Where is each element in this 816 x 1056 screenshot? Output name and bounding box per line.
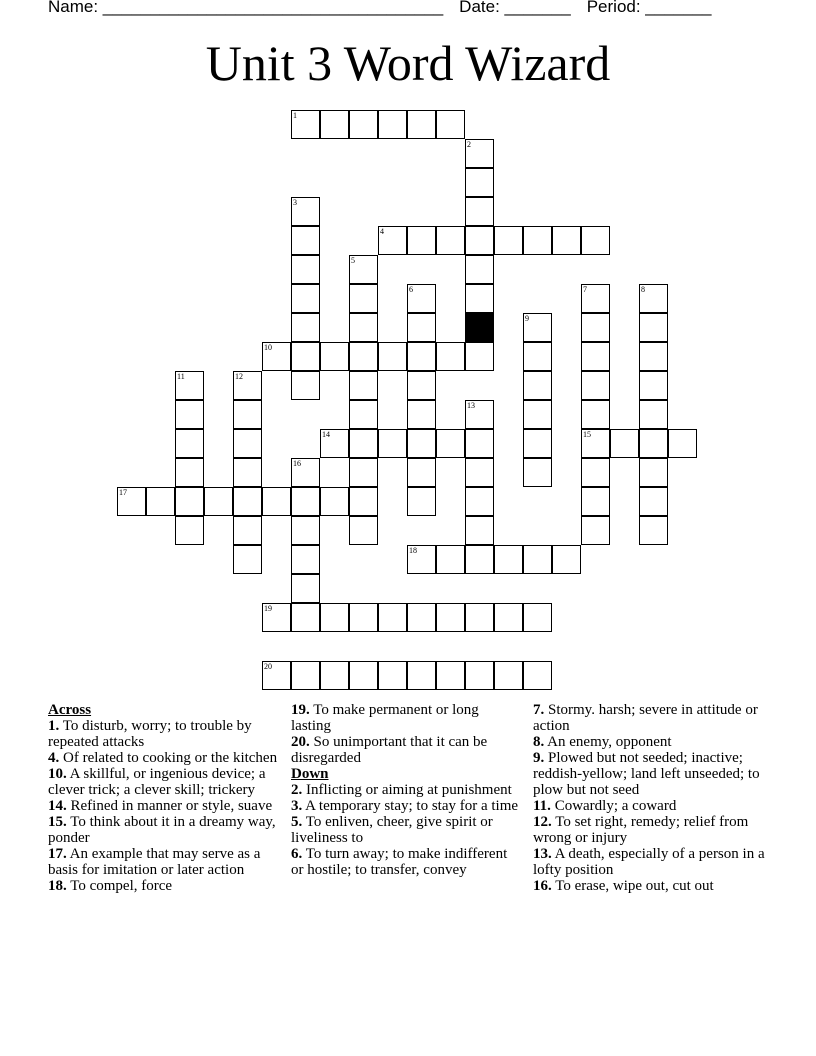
grid-cell[interactable] (523, 371, 552, 400)
grid-cell[interactable] (436, 545, 465, 574)
grid-cell[interactable] (436, 661, 465, 690)
clue-number: 8 (641, 285, 645, 294)
grid-cell[interactable] (639, 371, 668, 400)
page-title: Unit 3 Word Wizard (205, 35, 611, 91)
clue-text: Cowardly; a coward (550, 798, 677, 814)
clue-text: To disturb, worry; to trouble by repeated attacks (48, 718, 252, 750)
clue-text: Refined in manner or style, suave (66, 798, 273, 814)
grid-cell[interactable] (407, 487, 436, 516)
grid-cell[interactable] (291, 110, 320, 139)
grid-cell[interactable] (494, 545, 523, 574)
grid-cell[interactable] (465, 516, 494, 545)
clue-number: 14. (48, 798, 67, 814)
grid-cell[interactable] (494, 661, 523, 690)
clue-text: To set right, remedy; relief from wrong or injury (533, 814, 749, 846)
grid-cell[interactable] (465, 139, 494, 168)
grid-cell[interactable] (407, 284, 436, 313)
grid-cell[interactable] (465, 545, 494, 574)
grid-cell[interactable] (581, 313, 610, 342)
clue-number: 6. (291, 846, 303, 862)
down-heading: Down (291, 766, 329, 782)
grid-cell[interactable] (494, 603, 523, 632)
grid-cell[interactable] (233, 487, 262, 516)
clue-text: To think about it in a dreamy way, ponder (48, 814, 276, 846)
grid-cell[interactable] (291, 545, 320, 574)
grid-cell[interactable] (581, 487, 610, 516)
clue-text: To enliven, cheer, give spirit or liveliness to (291, 814, 493, 846)
grid-cell[interactable] (320, 429, 349, 458)
clue-item (48, 846, 283, 878)
grid-cell[interactable] (378, 661, 407, 690)
grid-cell[interactable] (639, 429, 668, 458)
grid-cell[interactable] (407, 226, 436, 255)
grid-cell[interactable] (581, 429, 610, 458)
grid-cell[interactable] (349, 487, 378, 516)
grid-cell[interactable] (204, 487, 233, 516)
across-clue-list-continued (291, 702, 521, 766)
grid-cell[interactable] (407, 110, 436, 139)
grid-cell[interactable] (581, 400, 610, 429)
clue-number: 20. (291, 734, 310, 750)
grid-cell[interactable] (291, 342, 320, 371)
clue-number: 8. (533, 734, 545, 750)
clues-column-3 (533, 702, 768, 894)
grid-cell[interactable] (349, 400, 378, 429)
clue-number: 15 (583, 430, 591, 439)
grid-cell[interactable] (465, 603, 494, 632)
clue-number: 18 (409, 546, 417, 555)
grid-cell[interactable] (465, 284, 494, 313)
clue-number: 11 (177, 372, 185, 381)
grid-cell[interactable] (291, 661, 320, 690)
grid-cell[interactable] (320, 603, 349, 632)
grid-cell[interactable] (436, 603, 465, 632)
clue-number: 17. (48, 846, 67, 862)
clue-number: 14 (322, 430, 330, 439)
clue-item (291, 814, 521, 846)
clue-text: To erase, wipe out, cut out (551, 878, 714, 894)
grid-cell[interactable] (407, 603, 436, 632)
grid-cell[interactable] (175, 429, 204, 458)
clue-item (533, 702, 768, 734)
clue-number: 5 (351, 256, 355, 265)
clue-number: 7. (533, 702, 545, 718)
clue-text: Stormy. harsh; severe in attitude or action (533, 702, 758, 734)
grid-cell[interactable] (233, 458, 262, 487)
grid-cell[interactable] (581, 516, 610, 545)
clue-item (533, 814, 768, 846)
grid-cell[interactable] (581, 284, 610, 313)
clue-number: 17 (119, 488, 127, 497)
clue-text: To make permanent or long lasting (291, 702, 479, 734)
clue-number: 1. (48, 718, 60, 734)
clue-item (533, 750, 768, 798)
clue-item (48, 878, 283, 894)
grid-cell[interactable] (465, 400, 494, 429)
date-field[interactable]: Date: _______ (459, 0, 571, 16)
clue-number: 1 (293, 111, 297, 120)
clue-item (48, 814, 283, 846)
grid-cell[interactable] (349, 313, 378, 342)
clue-number: 10 (264, 343, 272, 352)
grid-cell[interactable] (349, 255, 378, 284)
clue-item (291, 702, 521, 734)
grid-cell[interactable] (465, 197, 494, 226)
clue-number: 6 (409, 285, 413, 294)
clue-item (48, 718, 283, 750)
grid-cell[interactable] (581, 371, 610, 400)
grid-cell[interactable] (436, 226, 465, 255)
grid-cell[interactable] (291, 516, 320, 545)
grid-cell[interactable] (291, 371, 320, 400)
grid-cell[interactable] (407, 458, 436, 487)
grid-cell[interactable] (291, 574, 320, 603)
grid-cell[interactable] (378, 342, 407, 371)
grid-cell[interactable] (407, 400, 436, 429)
clue-text: To compel, force (66, 878, 173, 894)
clue-text: To turn away; to make indifferent or hostile; to transfer, convey (291, 846, 508, 878)
clues-column-1 (48, 702, 283, 894)
grid-cell[interactable] (349, 458, 378, 487)
clue-item (533, 878, 768, 894)
name-field[interactable]: Name: ____________________________________ (48, 0, 444, 16)
clue-text: An enemy, opponent (544, 734, 672, 750)
black-cell (465, 313, 494, 342)
grid-cell[interactable] (465, 342, 494, 371)
grid-cell[interactable] (320, 487, 349, 516)
grid-cell[interactable] (320, 342, 349, 371)
grid-cell[interactable] (291, 197, 320, 226)
clue-number: 19 (264, 604, 272, 613)
grid-cell[interactable] (465, 255, 494, 284)
grid-cell[interactable] (523, 313, 552, 342)
grid-cell[interactable] (436, 429, 465, 458)
clue-item (291, 782, 521, 798)
clue-number: 18. (48, 878, 67, 894)
grid-cell[interactable] (436, 110, 465, 139)
clue-item (291, 734, 521, 766)
grid-cell[interactable] (349, 110, 378, 139)
grid-cell[interactable] (436, 342, 465, 371)
grid-cell[interactable] (349, 371, 378, 400)
grid-cell[interactable] (175, 458, 204, 487)
clue-item (48, 750, 283, 766)
grid-cell[interactable] (349, 516, 378, 545)
clue-number: 10. (48, 766, 67, 782)
clue-text: Of related to cooking or the kitchen (59, 750, 278, 766)
clue-number: 9. (533, 750, 545, 766)
grid-cell[interactable] (639, 516, 668, 545)
grid-cell[interactable] (320, 110, 349, 139)
clue-number: 16. (533, 878, 552, 894)
grid-cell[interactable] (291, 284, 320, 313)
grid-cell[interactable] (233, 371, 262, 400)
grid-cell[interactable] (523, 342, 552, 371)
grid-cell[interactable] (349, 661, 378, 690)
clue-number: 2 (467, 140, 471, 149)
grid-cell[interactable] (291, 458, 320, 487)
grid-cell[interactable] (291, 255, 320, 284)
clue-number: 9 (525, 314, 529, 323)
clue-number: 3 (293, 198, 297, 207)
grid-cell[interactable] (407, 545, 436, 574)
grid-cell[interactable] (465, 429, 494, 458)
grid-cell[interactable] (175, 487, 204, 516)
grid-cell[interactable] (639, 284, 668, 313)
clue-number: 15. (48, 814, 67, 830)
grid-cell[interactable] (552, 226, 581, 255)
grid-cell[interactable] (378, 226, 407, 255)
clue-number: 13 (467, 401, 475, 410)
clue-number: 11. (533, 798, 551, 814)
clues-column-2 (291, 702, 521, 878)
grid-cell[interactable] (523, 603, 552, 632)
grid-cell[interactable] (349, 603, 378, 632)
grid-cell[interactable] (639, 400, 668, 429)
clue-number: 5. (291, 814, 303, 830)
grid-cell[interactable] (465, 226, 494, 255)
grid-cell[interactable] (465, 168, 494, 197)
clue-item (48, 798, 283, 814)
clue-item (533, 798, 768, 814)
grid-cell[interactable] (465, 661, 494, 690)
clue-item (533, 734, 768, 750)
grid-cell[interactable] (262, 487, 291, 516)
grid-cell[interactable] (552, 545, 581, 574)
grid-cell[interactable] (523, 545, 552, 574)
grid-cell[interactable] (117, 487, 146, 516)
period-field[interactable]: Period: _______ (586, 0, 712, 16)
grid-cell[interactable] (291, 226, 320, 255)
clue-number: 13. (533, 846, 552, 862)
grid-cell[interactable] (233, 545, 262, 574)
clue-text: So unimportant that it can be disregarded (291, 734, 488, 766)
clue-text: A death, especially of a person in a lofty position (533, 846, 765, 878)
grid-cell[interactable] (378, 603, 407, 632)
grid-cell[interactable] (378, 429, 407, 458)
grid-cell[interactable] (175, 400, 204, 429)
clue-number: 7 (583, 285, 587, 294)
clue-item (291, 846, 521, 878)
grid-cell[interactable] (407, 342, 436, 371)
grid-cell[interactable] (262, 342, 291, 371)
grid-cell[interactable] (465, 487, 494, 516)
clue-text: Inflicting or aiming at punishment (302, 782, 512, 798)
clue-item (533, 846, 768, 878)
grid-cell[interactable] (523, 429, 552, 458)
grid-cell[interactable] (523, 226, 552, 255)
clue-number: 4. (48, 750, 60, 766)
grid-cell[interactable] (175, 371, 204, 400)
grid-cell[interactable] (146, 487, 175, 516)
grid-cell[interactable] (175, 516, 204, 545)
grid-cell[interactable] (291, 603, 320, 632)
clue-number: 19. (291, 702, 310, 718)
grid-cell[interactable] (465, 458, 494, 487)
clue-number: 12. (533, 814, 552, 830)
grid-cell[interactable] (233, 429, 262, 458)
grid-cell[interactable] (291, 313, 320, 342)
clue-number: 4 (380, 227, 384, 236)
grid-cell[interactable] (233, 400, 262, 429)
grid-cell[interactable] (349, 429, 378, 458)
clue-number: 2. (291, 782, 303, 798)
grid-cell[interactable] (407, 313, 436, 342)
clue-number: 16 (293, 459, 301, 468)
grid-cell[interactable] (523, 400, 552, 429)
clue-text: A temporary stay; to stay for a time (302, 798, 519, 814)
grid-cell[interactable] (523, 661, 552, 690)
grid-cell[interactable] (291, 487, 320, 516)
grid-cell[interactable] (233, 516, 262, 545)
grid-cell[interactable] (639, 487, 668, 516)
grid-cell[interactable] (320, 661, 349, 690)
grid-cell[interactable] (610, 429, 639, 458)
down-clue-list (291, 782, 521, 878)
grid-cell[interactable] (581, 226, 610, 255)
grid-cell[interactable] (581, 458, 610, 487)
grid-cell[interactable] (494, 226, 523, 255)
clue-text: An example that may serve as a basis for imitation or later action (48, 846, 261, 878)
clue-number: 20 (264, 662, 272, 671)
clue-number: 3. (291, 798, 303, 814)
grid-cell[interactable] (523, 458, 552, 487)
grid-cell[interactable] (349, 342, 378, 371)
grid-cell[interactable] (349, 284, 378, 313)
grid-cell[interactable] (262, 661, 291, 690)
clue-number: 12 (235, 372, 243, 381)
grid-cell[interactable] (407, 371, 436, 400)
clue-text: Plowed but not seeded; inactive; reddish-yellow; land left unseeded; to plow but not seed (533, 750, 760, 798)
clue-item (291, 798, 521, 814)
across-heading: Across (48, 702, 92, 718)
clue-item (48, 766, 283, 798)
clue-text: A skillful, or ingenious device; a clever trick; a clever skill; trickery (48, 766, 266, 798)
grid-cell[interactable] (262, 603, 291, 632)
grid-cell[interactable] (639, 313, 668, 342)
grid-cell[interactable] (581, 342, 610, 371)
grid-cell[interactable] (639, 342, 668, 371)
grid-cell[interactable] (668, 429, 697, 458)
grid-cell[interactable] (407, 429, 436, 458)
grid-cell[interactable] (407, 661, 436, 690)
across-clue-list (48, 718, 283, 894)
down-clue-list-continued (533, 702, 768, 894)
grid-cell[interactable] (639, 458, 668, 487)
grid-cell[interactable] (378, 110, 407, 139)
